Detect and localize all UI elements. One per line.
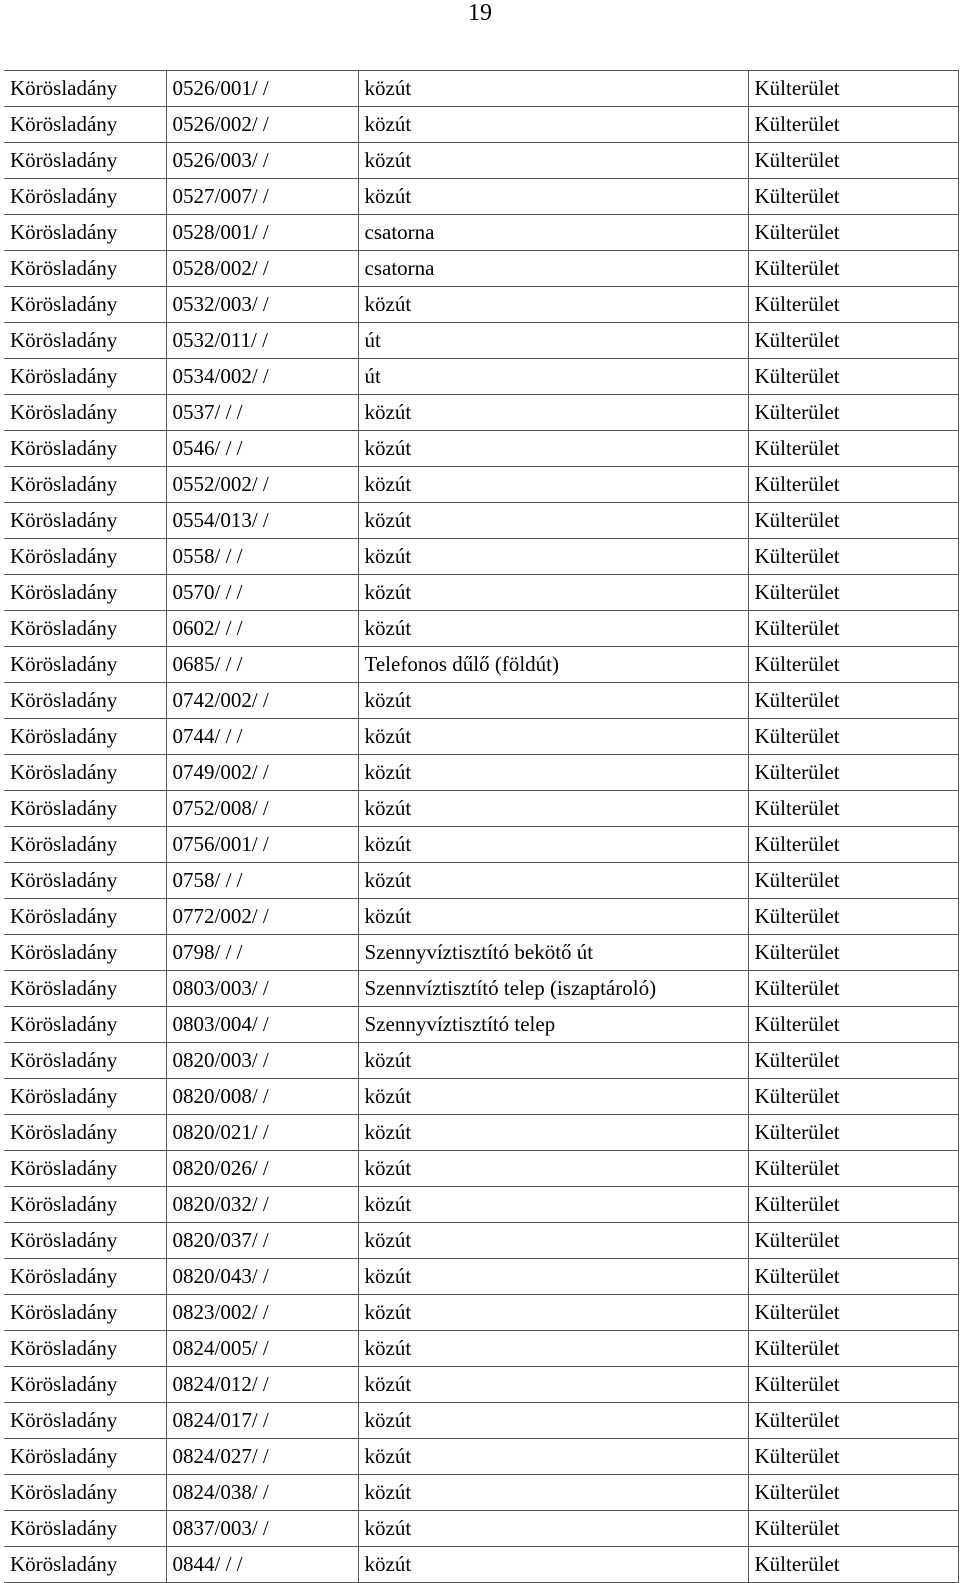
area-type-cell: Külterület — [748, 71, 958, 107]
land-use-cell: közút — [358, 791, 748, 827]
land-use-cell: közút — [358, 899, 748, 935]
table-row — [4, 1403, 958, 1439]
land-use-cell: közút — [358, 1043, 748, 1079]
table-row — [4, 287, 958, 323]
table-row — [4, 755, 958, 791]
area-type-cell: Külterület — [748, 1331, 958, 1367]
land-use-cell: közút — [358, 467, 748, 503]
area-type-cell: Külterület — [748, 575, 958, 611]
table-row — [4, 179, 958, 215]
parcel-number-cell: 0824/017/ / — [166, 1403, 358, 1439]
settlement-cell: Körösladány — [4, 791, 166, 827]
settlement-cell: Körösladány — [4, 1115, 166, 1151]
settlement-cell: Körösladány — [4, 899, 166, 935]
settlement-cell: Körösladány — [4, 467, 166, 503]
land-use-cell: közút — [358, 1079, 748, 1115]
land-use-cell: Szennyvíztisztító bekötő út — [358, 935, 748, 971]
land-use-cell: közút — [358, 1439, 748, 1475]
parcel-number-cell: 0820/008/ / — [166, 1079, 358, 1115]
land-use-cell: közút — [358, 575, 748, 611]
area-type-cell: Külterület — [748, 431, 958, 467]
land-use-cell: közút — [358, 395, 748, 431]
area-type-cell: Külterület — [748, 251, 958, 287]
settlement-cell: Körösladány — [4, 755, 166, 791]
land-use-cell: közút — [358, 755, 748, 791]
land-use-cell: közút — [358, 1295, 748, 1331]
table-row — [4, 899, 958, 935]
area-type-cell: Külterület — [748, 1439, 958, 1475]
settlement-cell: Körösladány — [4, 935, 166, 971]
area-type-cell: Külterület — [748, 1403, 958, 1439]
settlement-cell: Körösladány — [4, 287, 166, 323]
parcel-number-cell: 0528/001/ / — [166, 215, 358, 251]
parcel-number-cell: 0558/ / / — [166, 539, 358, 575]
land-use-cell: közút — [358, 1331, 748, 1367]
area-type-cell: Külterület — [748, 827, 958, 863]
land-use-cell: közút — [358, 503, 748, 539]
settlement-cell: Körösladány — [4, 683, 166, 719]
area-type-cell: Külterület — [748, 143, 958, 179]
parcel-number-cell: 0820/003/ / — [166, 1043, 358, 1079]
area-type-cell: Külterület — [748, 935, 958, 971]
parcel-number-cell: 0837/003/ / — [166, 1511, 358, 1547]
area-type-cell: Külterület — [748, 179, 958, 215]
settlement-cell: Körösladány — [4, 1475, 166, 1511]
settlement-cell: Körösladány — [4, 647, 166, 683]
settlement-cell: Körösladány — [4, 71, 166, 107]
settlement-cell: Körösladány — [4, 431, 166, 467]
table-row — [4, 935, 958, 971]
land-use-cell: közút — [358, 1259, 748, 1295]
land-use-cell: közút — [358, 1403, 748, 1439]
settlement-cell: Körösladány — [4, 1151, 166, 1187]
land-use-cell: közút — [358, 143, 748, 179]
land-use-cell: csatorna — [358, 215, 748, 251]
table-row — [4, 1079, 958, 1115]
land-use-cell: közút — [358, 1511, 748, 1547]
settlement-cell: Körösladány — [4, 179, 166, 215]
settlement-cell: Körösladány — [4, 1007, 166, 1043]
table-row — [4, 647, 958, 683]
area-type-cell: Külterület — [748, 1079, 958, 1115]
parcel-number-cell: 0546/ / / — [166, 431, 358, 467]
land-use-cell: közút — [358, 1187, 748, 1223]
settlement-cell: Körösladány — [4, 575, 166, 611]
table-row — [4, 1259, 958, 1295]
parcel-number-cell: 0756/001/ / — [166, 827, 358, 863]
land-use-cell: Telefonos dűlő (földút) — [358, 647, 748, 683]
area-type-cell: Külterület — [748, 791, 958, 827]
parcel-table — [4, 70, 959, 1583]
table-row — [4, 1043, 958, 1079]
table-row — [4, 683, 958, 719]
land-use-cell: közút — [358, 1367, 748, 1403]
table-row — [4, 395, 958, 431]
area-type-cell: Külterület — [748, 863, 958, 899]
settlement-cell: Körösladány — [4, 1511, 166, 1547]
parcel-number-cell: 0824/038/ / — [166, 1475, 358, 1511]
land-use-cell: közút — [358, 107, 748, 143]
table-row — [4, 1115, 958, 1151]
land-use-cell: közút — [358, 1151, 748, 1187]
parcel-number-cell: 0532/011/ / — [166, 323, 358, 359]
land-use-cell: közút — [358, 179, 748, 215]
table-row — [4, 539, 958, 575]
settlement-cell: Körösladány — [4, 539, 166, 575]
land-use-cell: közút — [358, 287, 748, 323]
settlement-cell: Körösladány — [4, 359, 166, 395]
land-use-cell: közút — [358, 827, 748, 863]
parcel-number-cell: 0803/003/ / — [166, 971, 358, 1007]
area-type-cell: Külterület — [748, 395, 958, 431]
table-row — [4, 1475, 958, 1511]
parcel-number-cell: 0824/005/ / — [166, 1331, 358, 1367]
settlement-cell: Körösladány — [4, 1223, 166, 1259]
table-row — [4, 431, 958, 467]
settlement-cell: Körösladány — [4, 971, 166, 1007]
area-type-cell: Külterület — [748, 215, 958, 251]
parcel-number-cell: 0526/002/ / — [166, 107, 358, 143]
table-row — [4, 323, 958, 359]
table-row — [4, 1295, 958, 1331]
settlement-cell: Körösladány — [4, 395, 166, 431]
area-type-cell: Külterület — [748, 539, 958, 575]
parcel-number-cell: 0772/002/ / — [166, 899, 358, 935]
table-row — [4, 1151, 958, 1187]
parcel-number-cell: 0532/003/ / — [166, 287, 358, 323]
parcel-number-cell: 0798/ / / — [166, 935, 358, 971]
land-use-cell: közút — [358, 431, 748, 467]
area-type-cell: Külterület — [748, 323, 958, 359]
area-type-cell: Külterület — [748, 359, 958, 395]
parcel-number-cell: 0685/ / / — [166, 647, 358, 683]
parcel-table-body — [4, 71, 958, 1583]
table-row — [4, 611, 958, 647]
parcel-number-cell: 0526/001/ / — [166, 71, 358, 107]
settlement-cell: Körösladány — [4, 1295, 166, 1331]
table-row — [4, 107, 958, 143]
table-row — [4, 1187, 958, 1223]
parcel-number-cell: 0752/008/ / — [166, 791, 358, 827]
parcel-number-cell: 0749/002/ / — [166, 755, 358, 791]
table-row — [4, 575, 958, 611]
settlement-cell: Körösladány — [4, 1259, 166, 1295]
land-use-cell: Szennvíztisztító telep (iszaptároló) — [358, 971, 748, 1007]
parcel-number-cell: 0824/012/ / — [166, 1367, 358, 1403]
parcel-number-cell: 0820/026/ / — [166, 1151, 358, 1187]
table-row — [4, 143, 958, 179]
land-use-cell: út — [358, 323, 748, 359]
table-row — [4, 863, 958, 899]
settlement-cell: Körösladány — [4, 1043, 166, 1079]
parcel-number-cell: 0820/032/ / — [166, 1187, 358, 1223]
area-type-cell: Külterület — [748, 755, 958, 791]
table-row — [4, 215, 958, 251]
table-row — [4, 1367, 958, 1403]
parcel-number-cell: 0527/007/ / — [166, 179, 358, 215]
table-row — [4, 251, 958, 287]
parcel-number-cell: 0570/ / / — [166, 575, 358, 611]
settlement-cell: Körösladány — [4, 1187, 166, 1223]
area-type-cell: Külterület — [748, 683, 958, 719]
parcel-number-cell: 0526/003/ / — [166, 143, 358, 179]
table-row — [4, 71, 958, 107]
parcel-number-cell: 0554/013/ / — [166, 503, 358, 539]
settlement-cell: Körösladány — [4, 107, 166, 143]
land-use-cell: közút — [358, 1547, 748, 1583]
parcel-number-cell: 0534/002/ / — [166, 359, 358, 395]
parcel-number-cell: 0820/037/ / — [166, 1223, 358, 1259]
parcel-number-cell: 0844/ / / — [166, 1547, 358, 1583]
settlement-cell: Körösladány — [4, 503, 166, 539]
area-type-cell: Külterület — [748, 1475, 958, 1511]
area-type-cell: Külterület — [748, 1007, 958, 1043]
parcel-number-cell: 0528/002/ / — [166, 251, 358, 287]
area-type-cell: Külterület — [748, 971, 958, 1007]
parcel-number-cell: 0744/ / / — [166, 719, 358, 755]
settlement-cell: Körösladány — [4, 827, 166, 863]
land-use-cell: közút — [358, 683, 748, 719]
land-use-cell: közút — [358, 539, 748, 575]
area-type-cell: Külterület — [748, 1043, 958, 1079]
area-type-cell: Külterület — [748, 647, 958, 683]
parcel-number-cell: 0758/ / / — [166, 863, 358, 899]
settlement-cell: Körösladány — [4, 143, 166, 179]
parcel-number-cell: 0803/004/ / — [166, 1007, 358, 1043]
settlement-cell: Körösladány — [4, 1403, 166, 1439]
area-type-cell: Külterület — [748, 1259, 958, 1295]
area-type-cell: Külterület — [748, 899, 958, 935]
settlement-cell: Körösladány — [4, 1367, 166, 1403]
table-row — [4, 791, 958, 827]
area-type-cell: Külterület — [748, 611, 958, 647]
table-row — [4, 1439, 958, 1475]
area-type-cell: Külterület — [748, 1511, 958, 1547]
parcel-number-cell: 0823/002/ / — [166, 1295, 358, 1331]
page-number: 19 — [468, 0, 492, 26]
land-use-cell: közút — [358, 1115, 748, 1151]
area-type-cell: Külterület — [748, 1115, 958, 1151]
area-type-cell: Külterület — [748, 287, 958, 323]
land-use-cell: Szennyvíztisztító telep — [358, 1007, 748, 1043]
settlement-cell: Körösladány — [4, 1439, 166, 1475]
parcel-number-cell: 0602/ / / — [166, 611, 358, 647]
land-use-cell: közút — [358, 863, 748, 899]
settlement-cell: Körösladány — [4, 1547, 166, 1583]
area-type-cell: Külterület — [748, 1187, 958, 1223]
area-type-cell: Külterület — [748, 503, 958, 539]
table-row — [4, 359, 958, 395]
parcel-number-cell: 0552/002/ / — [166, 467, 358, 503]
land-use-cell: közút — [358, 1475, 748, 1511]
area-type-cell: Külterület — [748, 1151, 958, 1187]
area-type-cell: Külterület — [748, 719, 958, 755]
settlement-cell: Körösladány — [4, 863, 166, 899]
area-type-cell: Külterület — [748, 1547, 958, 1583]
land-use-cell: közút — [358, 71, 748, 107]
settlement-cell: Körösladány — [4, 251, 166, 287]
table-row — [4, 1511, 958, 1547]
area-type-cell: Külterület — [748, 1295, 958, 1331]
table-row — [4, 503, 958, 539]
settlement-cell: Körösladány — [4, 1331, 166, 1367]
table-row — [4, 1331, 958, 1367]
parcel-number-cell: 0820/043/ / — [166, 1259, 358, 1295]
land-use-cell: közút — [358, 1223, 748, 1259]
parcel-number-cell: 0537/ / / — [166, 395, 358, 431]
land-use-cell: út — [358, 359, 748, 395]
table-row — [4, 467, 958, 503]
table-row — [4, 971, 958, 1007]
table-row — [4, 1007, 958, 1043]
settlement-cell: Körösladány — [4, 323, 166, 359]
settlement-cell: Körösladány — [4, 611, 166, 647]
settlement-cell: Körösladány — [4, 215, 166, 251]
table-row — [4, 1223, 958, 1259]
area-type-cell: Külterület — [748, 1223, 958, 1259]
area-type-cell: Külterület — [748, 467, 958, 503]
parcel-number-cell: 0824/027/ / — [166, 1439, 358, 1475]
area-type-cell: Külterület — [748, 107, 958, 143]
area-type-cell: Külterület — [748, 1367, 958, 1403]
table-row — [4, 1547, 958, 1583]
parcel-number-cell: 0820/021/ / — [166, 1115, 358, 1151]
land-use-cell: közút — [358, 611, 748, 647]
land-use-cell: közút — [358, 719, 748, 755]
land-use-cell: csatorna — [358, 251, 748, 287]
table-row — [4, 719, 958, 755]
parcel-number-cell: 0742/002/ / — [166, 683, 358, 719]
settlement-cell: Körösladány — [4, 719, 166, 755]
settlement-cell: Körösladány — [4, 1079, 166, 1115]
table-row — [4, 827, 958, 863]
